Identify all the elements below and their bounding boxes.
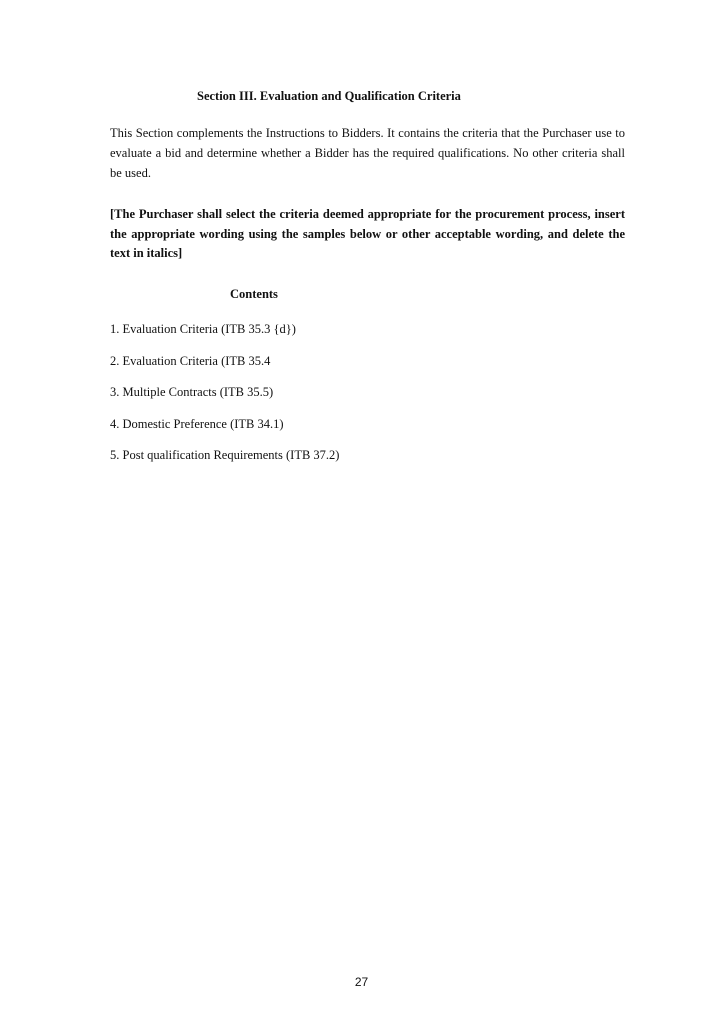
contents-list: [110, 320, 339, 478]
section-title: Section III. Evaluation and Qualification Criteria: [197, 89, 461, 103]
contents-item: 4. Domestic Preference (ITB 34.1): [110, 416, 284, 431]
contents-item: 1. Evaluation Criteria (ITB 35.3 {d}): [110, 322, 296, 336]
page-number: 27: [354, 975, 369, 989]
contents-item: 5. Post qualification Requirements (ITB 37.2): [110, 448, 340, 462]
contents-heading: Contents: [230, 287, 278, 301]
contents-item: 2. Evaluation Criteria (ITB 35.4: [110, 353, 271, 368]
intro-paragraph: This Section complements the Instructions to Bidders. It contains the criteria that the Purchaser use to evaluate a bid and determine whether a Bidder has the required qualifications. No other criteria shall be used.: [110, 126, 625, 180]
instruction-paragraph: [The Purchaser shall select the criteria deemed appropriate for the procurement process, insert the appropriate wording using the samples below or other acceptable wording, and delete the text in italics]: [110, 207, 625, 260]
contents-item: 3. Multiple Contracts (ITB 35.5): [110, 385, 274, 399]
